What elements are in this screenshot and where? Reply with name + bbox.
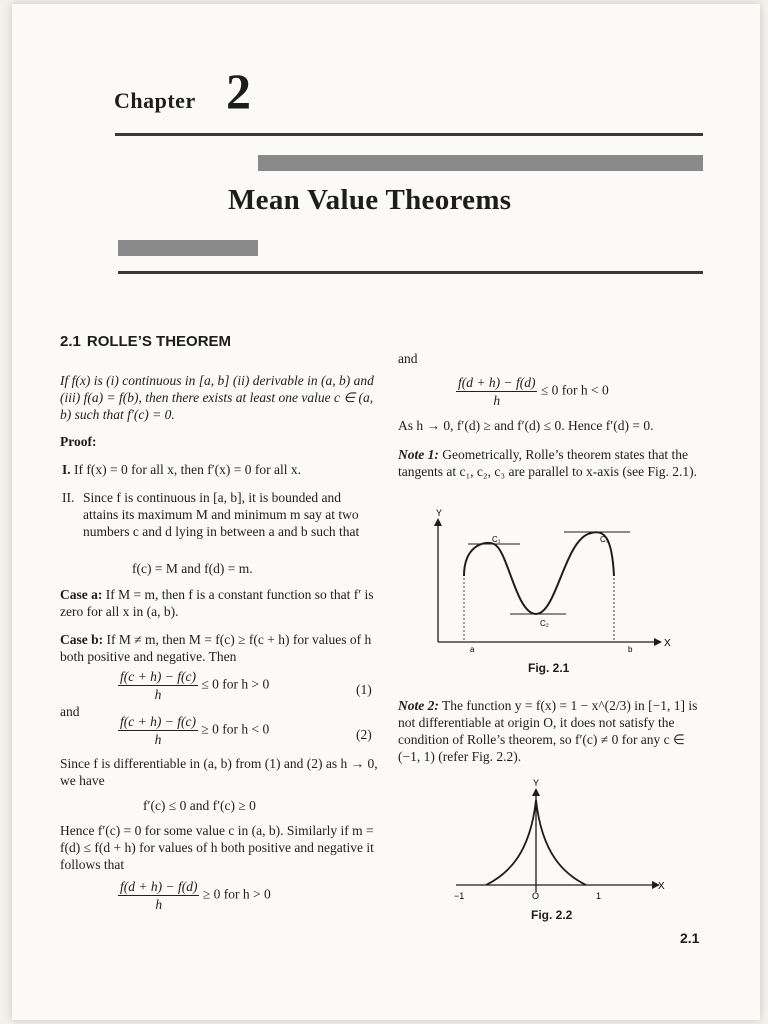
proof-item: I. If f(x) = 0 for all x, then f′(x) = 0 for all x.: [62, 462, 301, 477]
fig-label: −1: [454, 891, 465, 901]
section-heading: 2.1 ROLLE’S THEOREM: [60, 333, 232, 350]
figure-2-1: [428, 506, 671, 654]
equation: f(c) = M and f(d) = m.: [132, 561, 253, 576]
paragraph: Hence f′(c) = 0 for some value c in (a, b). Similarly if m = f(d) ≤ f(d + h) for values of h both positive and negative it follows that: [60, 823, 374, 872]
case-a: Case a: If M = m, then f is a constant function so that f′ is zero for all x in (a, b).: [60, 587, 374, 619]
fig-label: 1: [596, 891, 602, 901]
equation-2: $\frac{f(c + h) - f(c)}{h}$ ≥ 0 for h < 0: [120, 714, 270, 747]
fig-label: X: [664, 638, 671, 649]
paragraph: Since f is differentiable in (a, b) from (1) and (2) as h → 0, we have: [60, 756, 378, 788]
fig-label: X: [658, 881, 665, 892]
proof-label: Proof:: [60, 434, 97, 449]
equation-tag: (2): [356, 727, 372, 742]
connective: and: [398, 351, 418, 366]
figure-caption: Fig. 2.1: [528, 661, 570, 675]
chapter-rule: [258, 155, 703, 171]
connective: and: [60, 704, 80, 719]
note-2: Note 2: The function y = f(x) = 1 − x^(2/3) in [−1, 1] is not differentiable at origin O, it does not satisfy the condition of Rolle’s theorem, so f′(c) ≠ 0 for any c ∈ (−1, 1) (refer Fig. 2.2).: [398, 698, 698, 764]
note-1: Note 1: Geometrically, Rolle’s theorem states that the tangents at c₁, c₂, c₃ are parallel to x-axis (see Fig. 2.1).: [398, 447, 698, 479]
equation-tag: (1): [356, 682, 372, 697]
fig-label: a: [470, 645, 475, 654]
chapter-label: Chapter: [114, 88, 196, 113]
title-rule: [118, 240, 258, 256]
case-b: Case b: If M ≠ m, then M = f(c) ≥ f(c + h) for values of h both positive and negative. Then: [60, 632, 372, 664]
theorem-statement: If f(x) is (i) continuous in [a, b] (ii) derivable in (a, b) and (iii) f(a) = f(b), then there exists at least one value c ∈ (a, b) such that f′(c) = 0.: [60, 373, 374, 422]
fig-label: O: [532, 891, 540, 901]
equation-1: $\frac{f(c + h) - f(c)}{h}$ ≤ 0 for h > 0: [120, 669, 270, 702]
fig-label: Y: [436, 508, 443, 518]
title-rule: [118, 271, 703, 274]
proof-item-number: II.: [62, 490, 75, 505]
chapter-number: 2: [226, 63, 251, 119]
equation-4: $\frac{f(d + h) - f(d)}{h}$ ≤ 0 for h < 0: [458, 375, 609, 408]
proof-item: Since f is continuous in [a, b], it is bounded and attains its maximum M and minimum m say at two numbers c and d lying in between a and b such that: [83, 490, 360, 539]
figure-caption: Fig. 2.2: [531, 908, 573, 922]
chapter-rule: [115, 133, 703, 136]
fig-label: C₁: [492, 535, 501, 544]
fig-label: C₃: [600, 535, 610, 544]
equation: f′(c) ≤ 0 and f′(c) ≥ 0: [143, 798, 256, 813]
fig-label: C₂: [540, 619, 549, 628]
page-number: 2.1: [680, 930, 700, 946]
fig-label: Y: [533, 778, 540, 788]
figure-2-2: [446, 778, 666, 904]
chapter-title: Mean Value Theorems: [228, 184, 512, 216]
equation-3: $\frac{f(d + h) - f(d)}{h}$ ≥ 0 for h > 0: [120, 879, 271, 912]
paragraph: As h → 0, f′(d) ≥ and f′(d) ≤ 0. Hence f′(d) = 0.: [398, 418, 654, 433]
fig-label: b: [628, 645, 633, 654]
